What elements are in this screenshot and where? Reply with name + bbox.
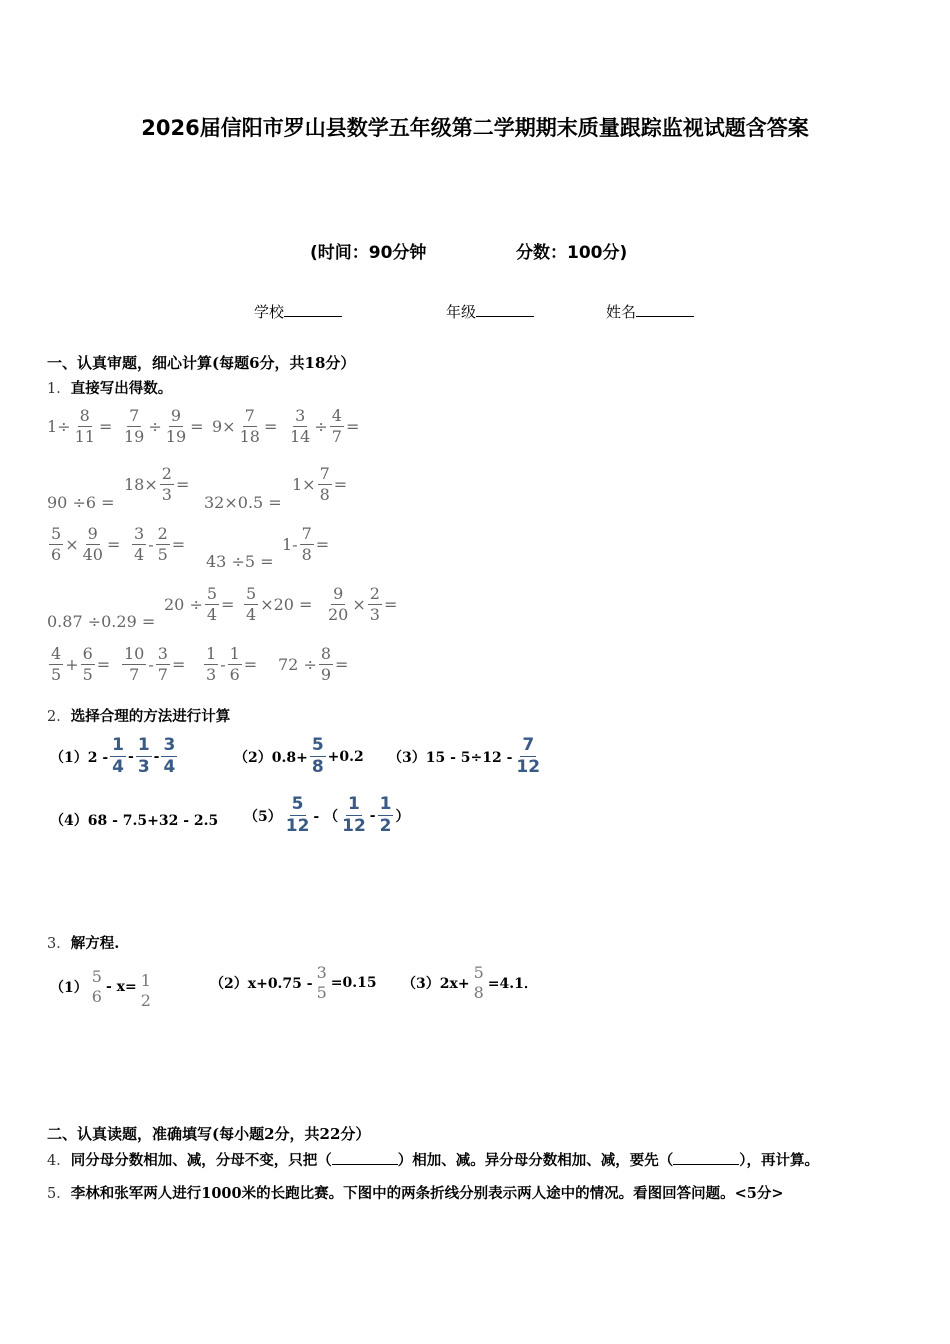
section-2-heading: 二、认真读题，准确填写(每小题2分，共22分） xyxy=(47,1125,371,1143)
oral-calc-r2a: 90 ÷6 = xyxy=(47,493,115,512)
calc-item-5: （5） $\frac{5}{12}$ - （ $\frac{1}{12}$ - $\frac{1}{2}$ ） xyxy=(244,794,410,836)
oral-calc-r2d: 1× $\frac{7}{8}$ = xyxy=(292,464,348,504)
oral-calc-r2b: 18× $\frac{2}{3}$ = xyxy=(124,464,190,504)
answer-blank-1[interactable] xyxy=(332,1151,398,1165)
oral-calc-r1a: 1÷ $\frac{8}{11}$ = xyxy=(47,406,113,446)
school-blank xyxy=(284,302,342,317)
oral-calc-r3a: $\frac{5}{6}$ × $\frac{9}{40}$ = xyxy=(51,524,121,564)
name-blank xyxy=(636,302,694,317)
name-field xyxy=(606,301,694,322)
equation-3: （3）2x+ 5 8 =4.1． xyxy=(402,963,538,1002)
grade-blank xyxy=(476,302,534,317)
oral-calc-r5a: $\frac{4}{5}$ + $\frac{6}{5}$ = xyxy=(51,644,111,684)
section-1-heading: 一、认真审题，细心计算(每题6分，共18分） xyxy=(47,354,356,372)
calc-item-3: （3）15 - 5÷12 - $\frac{7}{12}$ xyxy=(388,735,541,777)
calc-item-1: （1）2 - $\frac{1}{4}$ - $\frac{1}{3}$ - $\frac{3}{4}$ xyxy=(50,735,176,777)
oral-calc-r5d: 72 ÷ $\frac{8}{9}$ = xyxy=(278,644,349,684)
calc-item-4: （4）68 - 7.5+32 - 2.5 xyxy=(50,813,219,829)
score-info: 分数：100分) xyxy=(516,243,628,263)
answer-blank-2[interactable] xyxy=(673,1151,739,1165)
school-label: 学校 xyxy=(254,303,285,321)
question-3: 3．解方程. xyxy=(47,935,120,952)
oral-calc-r4b: 20 ÷ $\frac{5}{4}$ = xyxy=(164,584,235,624)
question-1: 1．直接写出得数。 xyxy=(47,380,173,397)
oral-calc-r2c: 32×0.5 = xyxy=(204,493,282,512)
time-info: (时间：90分钟 xyxy=(310,243,427,263)
name-label: 姓名 xyxy=(606,303,637,321)
oral-calc-r4a: 0.87 ÷0.29 = xyxy=(47,612,156,631)
page-title: 2026届信阳市罗山县数学五年级第二学期期末质量跟踪监视试题含答案 xyxy=(141,116,809,140)
oral-calc-r1c: 9× $\frac{7}{18}$ = xyxy=(212,406,278,446)
oral-calc-r5c: $\frac{1}{3}$ - $\frac{1}{6}$ = xyxy=(206,644,258,684)
calc-item-2: （2）0.8+ $\frac{5}{8}$ +0.2 xyxy=(234,735,364,777)
oral-calc-r5b: $\frac{10}{7}$ - $\frac{3}{7}$ = xyxy=(124,644,186,684)
equation-1: （1） 5 6 - x= 1 2 xyxy=(50,967,151,1010)
school-field xyxy=(254,301,342,322)
grade-label: 年级 xyxy=(446,303,477,321)
question-4: 4．同分母分数相加、减，分母不变，只把（ ）相加、减。异分母分数相加、减，要先（ ），再计算。 xyxy=(47,1152,819,1169)
oral-calc-r1b: $\frac{7}{19}$ ÷ $\frac{9}{19}$ = xyxy=(124,406,204,446)
oral-calc-r4d: $\frac{9}{20}$ × $\frac{2}{3}$ = xyxy=(328,584,398,624)
oral-calc-r3c: 43 ÷5 = xyxy=(206,552,274,571)
oral-calc-r4c: $\frac{5}{4}$ ×20 = xyxy=(246,584,313,624)
grade-field xyxy=(446,301,534,322)
oral-calc-r3d: 1- $\frac{7}{8}$ = xyxy=(282,524,330,564)
oral-calc-r1d: $\frac{3}{14}$ ÷ $\frac{4}{7}$ = xyxy=(290,406,360,446)
equation-2: （2）x+0.75 - 3 5 =0.15 xyxy=(210,963,377,1002)
oral-calc-r3b: $\frac{3}{4}$ - $\frac{2}{5}$ = xyxy=(134,524,186,564)
question-2: 2．选择合理的方法进行计算 xyxy=(47,708,231,725)
question-5: 5．李林和张军两人进行1000米的长跑比赛。下图中的两条折线分别表示两人途中的情况。看图回答问题。<5分> xyxy=(47,1185,784,1202)
